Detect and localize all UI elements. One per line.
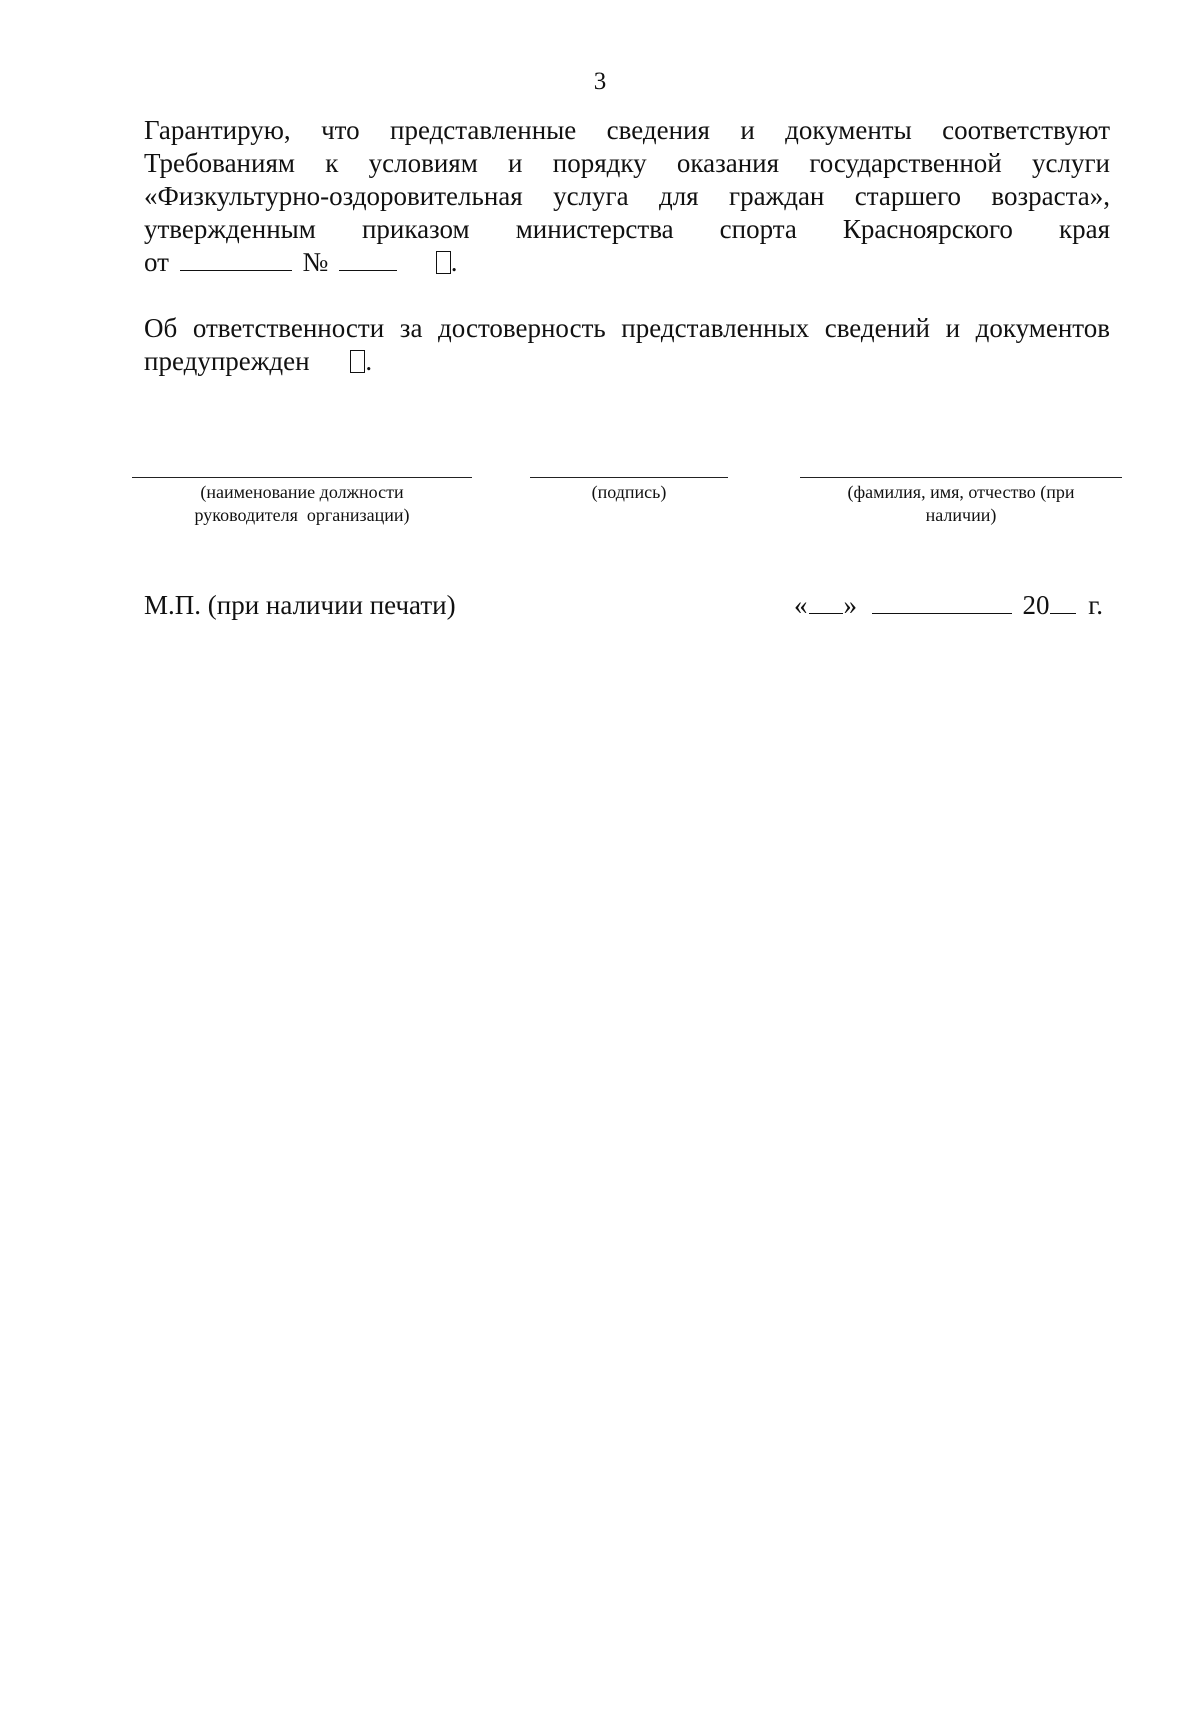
- guarantee-line-4: утвержденным приказом министерства спорта Красноярского края: [144, 214, 1110, 244]
- date-line: [794, 590, 1103, 621]
- guarantee-checkbox[interactable]: [436, 251, 451, 274]
- responsibility-line-2: [144, 345, 1110, 378]
- year-prefix: 20: [1022, 590, 1050, 620]
- warned-label: предупрежден: [144, 346, 310, 376]
- guarantee-line-1: Гарантирую, что представленные сведения и документы соответствуют: [144, 115, 1110, 145]
- year-suffix: г.: [1088, 590, 1104, 620]
- from-label: от: [144, 247, 169, 277]
- stamp-label: М.П. (при наличии печати): [144, 590, 456, 620]
- number-sign: №: [302, 247, 329, 277]
- responsibility-checkbox[interactable]: [350, 350, 365, 373]
- position-signature-line[interactable]: [132, 477, 472, 478]
- full-name-caption: [800, 481, 1122, 527]
- order-date-field[interactable]: [180, 246, 292, 271]
- date-open-quote: «: [794, 590, 808, 620]
- page-number: 3: [593, 68, 607, 95]
- position-caption-line-2: руководителя организации): [194, 505, 410, 525]
- guarantee-line-3: «Физкультурно-оздоровительная услуга для граждан старшего возраста»,: [144, 181, 1110, 211]
- month-field[interactable]: [872, 591, 1012, 614]
- guarantee-line-5: [144, 246, 1110, 279]
- full-name-signature-line[interactable]: [800, 477, 1122, 478]
- date-close-quote: »: [843, 590, 857, 620]
- full-name-caption-line-2: наличии): [925, 505, 997, 525]
- responsibility-paragraph: [144, 312, 1110, 378]
- full-name-caption-line-1: (фамилия, имя, отчество (при: [847, 482, 1075, 502]
- position-caption-line-1: (наименование должности: [200, 482, 404, 502]
- signature-caption: (подпись): [591, 482, 667, 502]
- order-number-field[interactable]: [339, 246, 397, 271]
- year-field[interactable]: [1050, 591, 1076, 614]
- day-field[interactable]: [809, 591, 843, 614]
- signature-line[interactable]: [530, 477, 728, 478]
- guarantee-end-mark: .: [450, 247, 458, 277]
- guarantee-line-2: Требованиям к условиям и порядку оказания государственной услуги: [144, 148, 1110, 178]
- responsibility-line-1: Об ответственности за достоверность представленных сведений и документов: [144, 313, 1110, 343]
- guarantee-paragraph: [144, 114, 1110, 279]
- responsibility-end-mark: .: [365, 346, 373, 376]
- position-caption: [132, 481, 472, 527]
